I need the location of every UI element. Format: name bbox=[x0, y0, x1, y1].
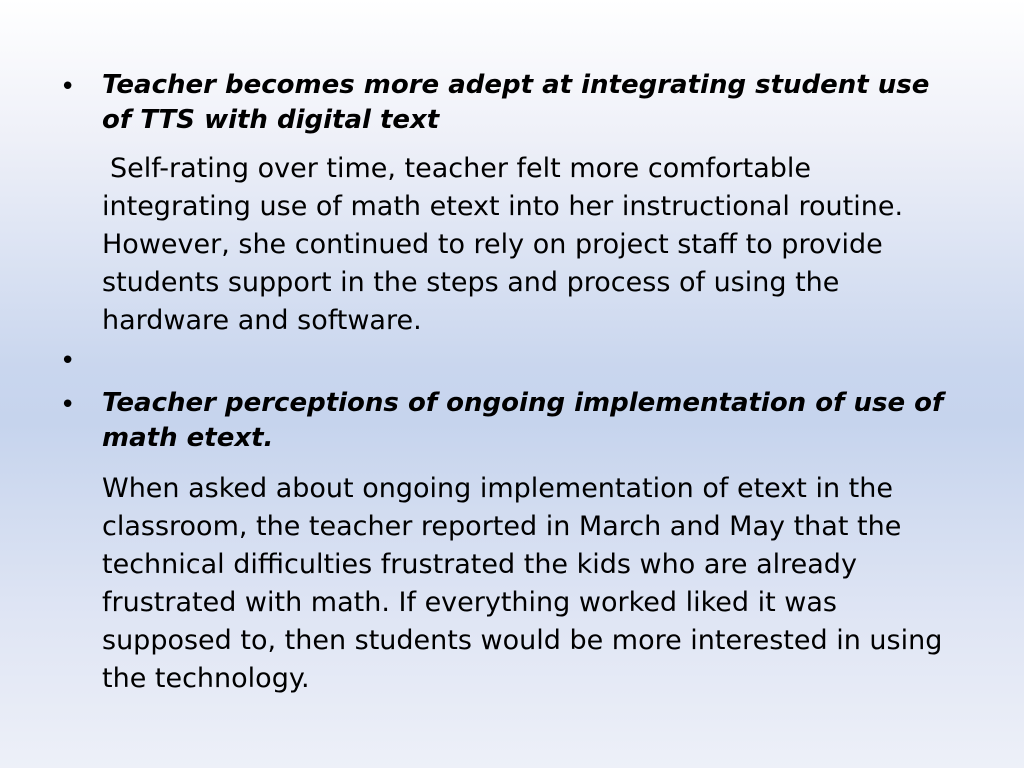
bullet-marker: • bbox=[60, 72, 76, 102]
bullet-marker: • bbox=[60, 390, 76, 420]
bullet-list bbox=[60, 68, 960, 698]
list-item-empty bbox=[60, 340, 960, 380]
item-body: When asked about ongoing implementation of etext in the classroom, the teacher reported in March and May that the technical difficulties frustrated the kids who are already frustrated with math. If everything worked liked it was supposed to, then students would be more interested in using the technology. bbox=[102, 473, 943, 694]
item-heading: Teacher perceptions of ongoing implementation of use of math etext. bbox=[102, 388, 944, 453]
list-item bbox=[60, 68, 960, 340]
item-heading: Teacher becomes more adept at integrating student use of TTS with digital text bbox=[102, 70, 930, 135]
item-body: Self-rating over time, teacher felt more comfortable integrating use of math etext into her instructional routine. However, she continued to rely on project staff to provide students support in the steps and process of using the hardware and software. bbox=[102, 153, 904, 336]
list-item bbox=[60, 386, 960, 698]
bullet-marker: • bbox=[60, 346, 76, 376]
